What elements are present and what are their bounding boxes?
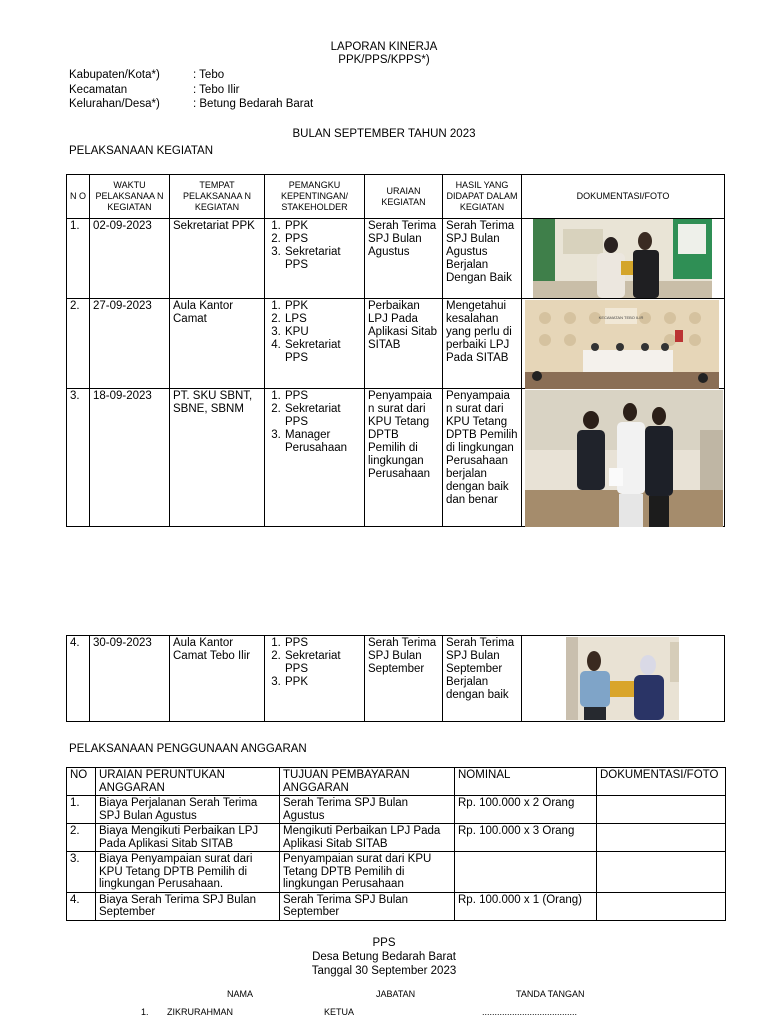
- signer-name: ZIKRURAHMAN: [167, 1007, 234, 1017]
- footer-date: Tanggal 30 September 2023: [311, 965, 457, 977]
- table-header-row: [67, 768, 726, 796]
- region-info: [69, 68, 313, 112]
- col-header-no: N O: [67, 175, 90, 219]
- section-activities-heading: PELAKSANAAN KEGIATAN: [69, 145, 214, 157]
- col-header-name: NAMA: [227, 989, 254, 999]
- col-header-place: TEMPAT PELAKSANAA N KEGIATAN: [170, 175, 265, 219]
- table-row: 2. 27-09-2023 Aula Kantor Camat 1. PPK 2. LPS 3. KPU 4. Sekretariat PPS Perbaikan LPJ Pada Aplikasi Sitab SITAB Mengetahui kesalahan yang perlu di perbaiki LPJ Pada SITAB: [67, 299, 725, 389]
- signature-heading: [0, 936, 768, 978]
- table-row: 1. Biaya Perjalanan Serah Terima SPJ Bulan Agustus Serah Terima SPJ Bulan Agustus Rp. 100.000 x 2 Orang: [67, 796, 726, 824]
- stakeholder-list: 1. PPK 2. LPS 3. KPU 4. Sekretariat PPS: [268, 300, 361, 365]
- period-heading: BULAN SEPTEMBER TAHUN 2023: [292, 128, 476, 140]
- stakeholder-list: 1. PPS 2. Sekretariat PPS 3. Manager Perusahaan: [268, 390, 361, 455]
- col-header-photo: DOKUMENTASI/FOTO: [597, 768, 726, 796]
- col-header-photo: DOKUMENTASI/FOTO: [522, 175, 725, 219]
- report-subtitle: PPK/PPS/KPPS*): [338, 54, 430, 66]
- col-header-desc: URAIAN PERUNTUKAN ANGGARAN: [96, 768, 280, 796]
- stakeholder-list: 1. PPK 2. PPS 3. Sekretariat PPS: [268, 220, 361, 272]
- signature-line: ......................................: [482, 1007, 578, 1017]
- col-header-stakeholder: PEMANGKU KEPENTINGAN/ STAKEHOLDER: [265, 175, 365, 219]
- col-header-nominal: NOMINAL: [455, 768, 597, 796]
- meeting-hall-photo: [525, 300, 719, 389]
- col-header-activity: URAIAN KEGIATAN: [365, 175, 443, 219]
- table-row: 2. Biaya Mengikuti Perbaikan LPJ Pada Aplikasi Sitab SITAB Mengikuti Perbaikan LPJ Pada Aplikasi Sitab SITAB Rp. 100.000 x 3 Orang: [67, 824, 726, 852]
- col-header-no: NO: [67, 768, 96, 796]
- footer-org: PPS: [372, 937, 396, 949]
- hall-wall-text: KECAMATAN TEBO ILIR: [598, 315, 644, 320]
- footer-village: Desa Betung Bedarah Barat: [312, 951, 456, 963]
- table-row: 3. 18-09-2023 PT. SKU SBNT, SBNE, SBNM 1. PPS 2. Sekretariat PPS 3. Manager Perusahaan Penyampaia n surat dari KPU Tetang DPTB Pemilih di lingkungan Perusahaan Penyampaia n surat dari KPU Tetang DPTB Pemilih di lingkungan Perusahaan berjalan dengan baik dan benar: [67, 389, 725, 527]
- col-header-role: JABATAN: [376, 989, 416, 999]
- info-row-village: Kelurahan/Desa*) : Betung Bedarah Barat: [69, 98, 314, 110]
- info-row-district: Kecamatan : Tebo Ilir: [69, 83, 240, 96]
- section-budget-heading: PELAKSANAAN PENGGUNAAN ANGGARAN: [69, 743, 307, 755]
- stakeholder-list: 1. PPS 2. Sekretariat PPS 3. PPK: [268, 637, 361, 689]
- col-header-result: HASIL YANG DIDAPAT DALAM KEGIATAN: [443, 175, 522, 219]
- signer-role: KETUA: [324, 1007, 355, 1017]
- info-row-regency: Kabupaten/Kota*) : Tebo: [69, 69, 225, 81]
- budget-table: [66, 767, 726, 921]
- table-row: 3. Biaya Penyampaian surat dari KPU Tetang DPTB Pemilih di lingkungan Perusahaan. Penyampaian surat dari KPU Tetang DPTB Pemilih di lingkungan Perusahaan: [67, 852, 726, 893]
- letter-delivery-photo: [525, 390, 723, 527]
- col-header-purpose: TUJUAN PEMBAYARAN ANGGARAN: [280, 768, 455, 796]
- table-row: 4. 30-09-2023 Aula Kantor Camat Tebo Ilir 1. PPS 2. Sekretariat PPS 3. PPK Serah Terima SPJ Bulan September Serah Terima SPJ Bulan September Berjalan dengan baik: [67, 636, 725, 722]
- handover-photo: [533, 219, 712, 298]
- table-row: 1. 02-09-2023 Sekretariat PPK 1. PPK 2. PPS 3. Sekretariat PPS Serah Terima SPJ Bulan Agustus Serah Terima SPJ Bulan Agustus Berjalan Dengan Baik: [67, 219, 725, 299]
- table-row: 4. Biaya Serah Terima SPJ Bulan September Serah Terima SPJ Bulan September Rp. 100.000 x 1 (Orang): [67, 892, 726, 920]
- handover-photo-2: [566, 637, 679, 720]
- report-title: LAPORAN KINERJA: [330, 41, 438, 53]
- col-header-signature: TANDA TANGAN: [516, 989, 585, 999]
- col-header-time: WAKTU PELAKSANAA N KEGIATAN: [90, 175, 170, 219]
